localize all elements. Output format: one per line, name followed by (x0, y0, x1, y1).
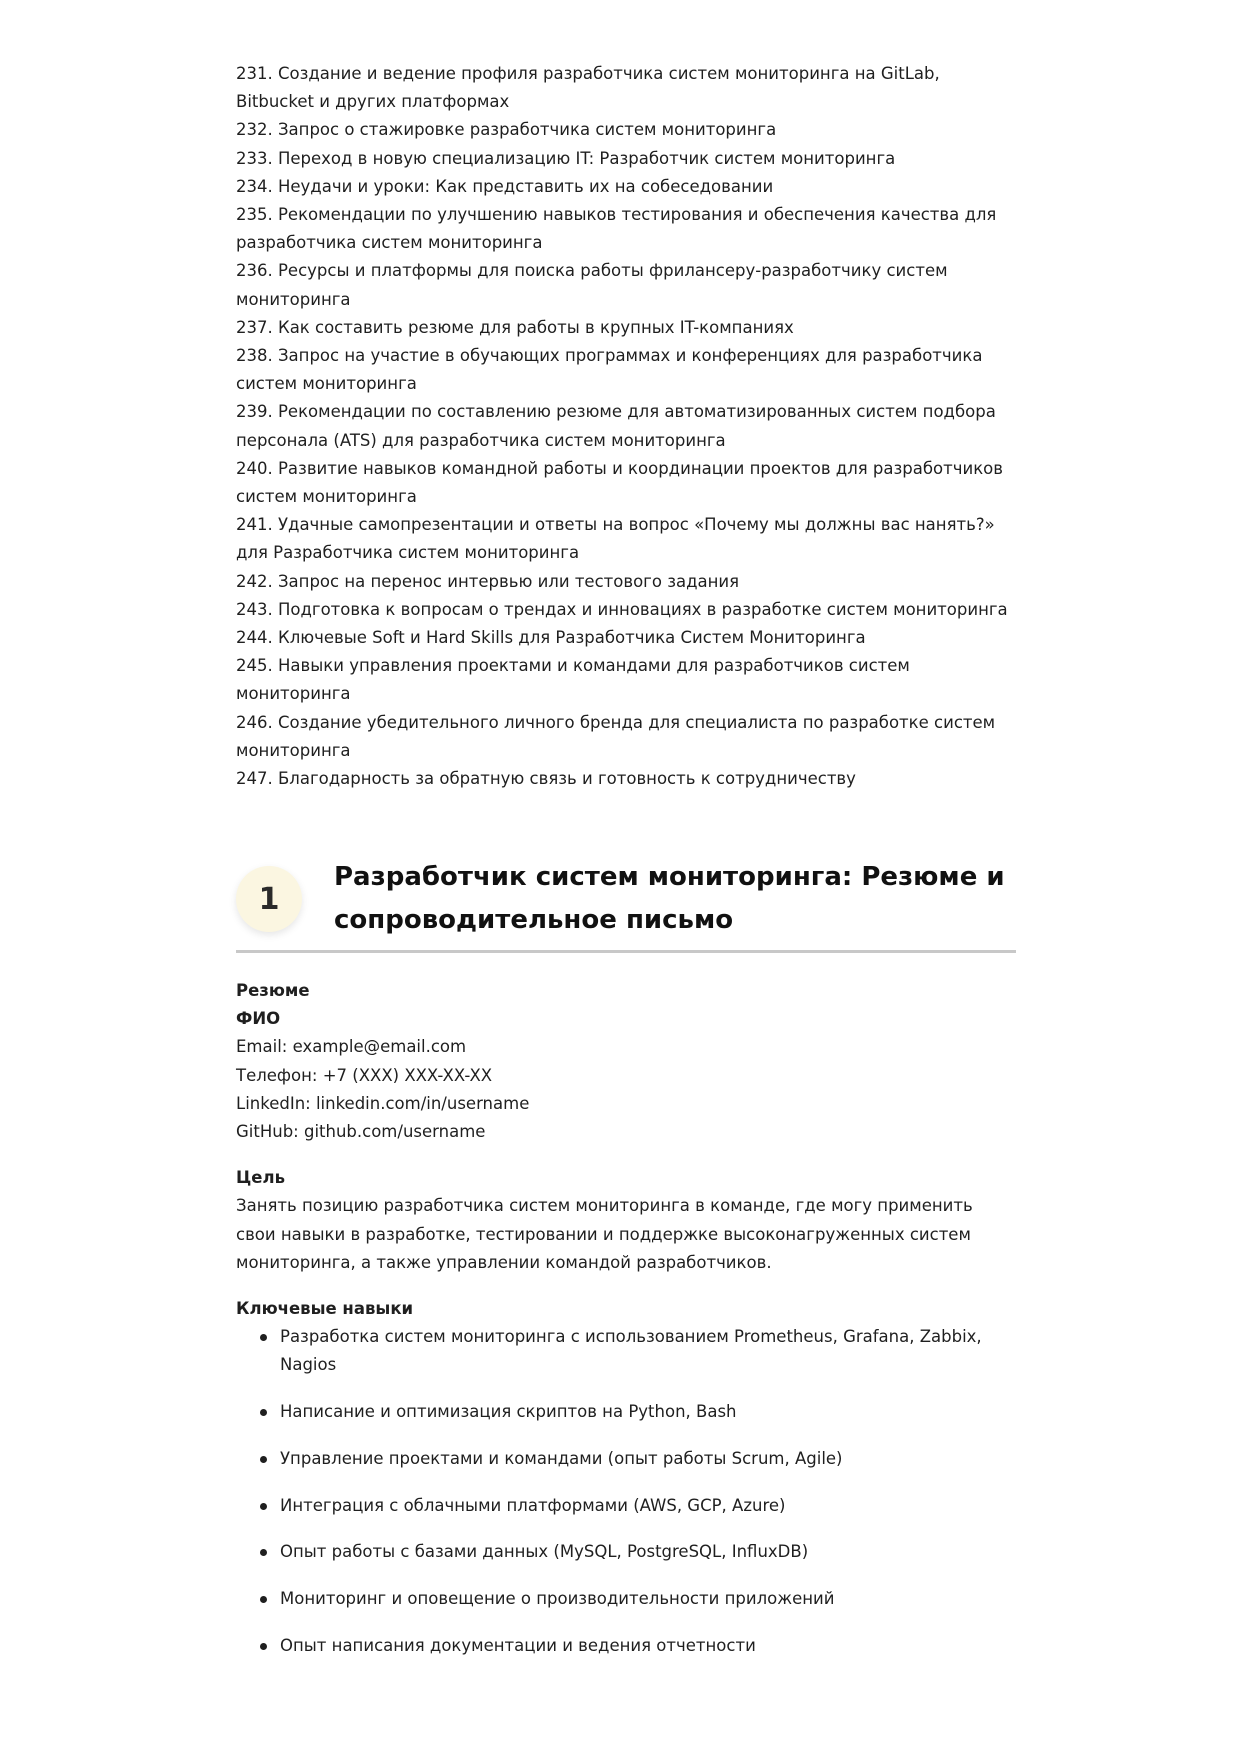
toc-item[interactable]: 234. Неудачи и уроки: Как представить их на собеседовании (236, 176, 774, 196)
toc-item[interactable]: 247. Благодарность за обратную связь и готовность к сотрудничеству (236, 769, 856, 789)
toc-item[interactable]: 240. Развитие навыков командной работы и координации проектов для разработчиков систем мониторинга (236, 458, 1003, 507)
toc-item[interactable]: 244. Ключевые Soft и Hard Skills для Разработчика Систем Мониторинга (236, 628, 866, 648)
toc-item[interactable]: 237. Как составить резюме для работы в крупных IT-компаниях (236, 317, 794, 337)
skill-item: Опыт написания документации и ведения отчетности (280, 1632, 1016, 1660)
goal-block (236, 1164, 1016, 1277)
skill-item: Разработка систем мониторинга с использованием Prometheus, Grafana, Zabbix, Nagios (280, 1323, 1016, 1379)
skill-item: Мониторинг и оповещение о производительности приложений (280, 1585, 1016, 1613)
skills-list (236, 1323, 1016, 1660)
toc-list (236, 60, 1016, 793)
toc-item[interactable]: 245. Навыки управления проектами и командами для разработчиков систем мониторинга (236, 656, 910, 704)
email-line: Email: example@email.com (236, 1037, 467, 1057)
resume-content (236, 977, 1016, 1678)
skills-heading: Ключевые навыки (236, 1299, 414, 1319)
toc-item[interactable]: 242. Запрос на перенос интервью или тестового задания (236, 571, 740, 591)
skill-item: Управление проектами и командами (опыт работы Scrum, Agile) (280, 1445, 1016, 1473)
resume-label: Резюме (236, 981, 310, 1000)
toc-item[interactable]: 246. Создание убедительного личного бренда для специалиста по разработке систем мониторинга (236, 712, 996, 760)
toc-item[interactable]: 239. Рекомендации по составлению резюме для автоматизированных систем подбора персонала (ATS) для разработчика систем мониторинга (236, 402, 996, 450)
toc-item[interactable]: 235. Рекомендации по улучшению навыков тестирования и обеспечения качества для разработчика систем мониторинга (236, 205, 997, 253)
section-number-badge: 1 (236, 866, 302, 932)
contact-block (236, 1005, 1016, 1146)
name-heading: ФИО (236, 1009, 281, 1029)
skill-item: Написание и оптимизация скриптов на Python, Bash (280, 1398, 1016, 1426)
skill-item: Опыт работы с базами данных (MySQL, PostgreSQL, InfluxDB) (280, 1538, 1016, 1566)
goal-heading: Цель (236, 1168, 286, 1188)
toc-item[interactable]: 241. Удачные самопрезентации и ответы на вопрос «Почему мы должны вас нанять?» для Разработчика систем мониторинга (236, 515, 995, 563)
github-line: GitHub: github.com/username (236, 1122, 486, 1142)
toc-item[interactable]: 236. Ресурсы и платформы для поиска работы фрилансеру-разработчику систем мониторинга (236, 261, 948, 309)
skill-item: Интеграция с облачными платформами (AWS, GCP, Azure) (280, 1492, 1016, 1520)
toc-item[interactable]: 231. Создание и ведение профиля разработчика систем мониторинга на GitLab, Bitbucket и других платформах (236, 64, 940, 112)
linkedin-line: LinkedIn: linkedin.com/in/username (236, 1093, 530, 1113)
toc-item[interactable]: 232. Запрос о стажировке разработчика систем мониторинга (236, 120, 777, 140)
toc-item[interactable]: 238. Запрос на участие в обучающих программах и конференциях для разработчика систем мониторинга (236, 346, 983, 394)
toc-item[interactable]: 233. Переход в новую специализацию IT: Разработчик систем мониторинга (236, 148, 896, 168)
goal-text: Занять позицию разработчика систем мониторинга в команде, где могу применить свои навыки в разработке, тестировании и поддержке высоконагруженных систем мониторинга, а также управлении командой разработчиков. (236, 1196, 973, 1272)
toc-item[interactable]: 243. Подготовка к вопросам о трендах и инновациях в разработке систем мониторинга (236, 599, 1008, 619)
section-header (236, 862, 1016, 953)
phone-line: Телефон: +7 (XXX) XXX-XX-XX (236, 1065, 493, 1085)
section-title: Разработчик систем мониторинга: Резюме и сопроводительное письмо (334, 862, 1005, 935)
